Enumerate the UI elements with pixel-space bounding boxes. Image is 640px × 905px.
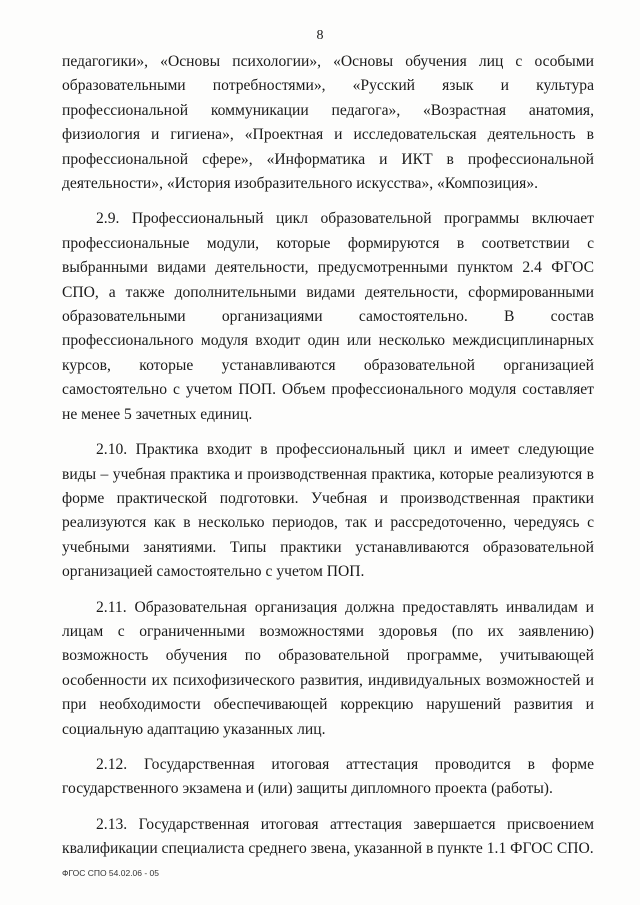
paragraph-2-12: 2.12. Государственная итоговая аттестация проводится в форме государственного экзамена и (или) защиты дипломного проекта (работы). xyxy=(62,755,594,798)
paragraph-2-11: 2.11. Образовательная организация должна предоставлять инвалидам и лицам с ограниченными возможностями здоровья (по их заявлению) возможность обучения по образовательной программе, учитывающей особенности их психофизического развития, индивидуальных возможностей и при необходимости обеспечивающей коррекцию нарушений развития и социальную адаптацию указанных лиц. xyxy=(62,598,594,738)
paragraph-2-9: 2.9. Профессиональный цикл образовательной программы включает профессиональные модули, которые формируются в соответствии с выбранными видами деятельности, предусмотренными пунктом 2.4 ФГОС СПО, а также дополнительными видами деятельности, сформированными образовательными организациями самостоятельно. В состав профессионального модуля входит один или несколько междисциплинарных курсов, которые устанавливаются образовательной организацией самостоятельно с учетом ПОП. Объем профессионального модуля составляет не менее 5 зачетных единиц. xyxy=(62,210,594,423)
document-body xyxy=(62,50,594,873)
page-number: 8 xyxy=(316,28,324,43)
paragraph-2-13: 2.13. Государственная итоговая аттестация завершается присвоением квалификации специалиста среднего звена, указанной в пункте 1.1 ФГОС СПО. xyxy=(62,815,594,858)
paragraph-2-10: 2.10. Практика входит в профессиональный цикл и имеет следующие виды – учебная практика и производственная практика, которые реализуются в форме практической подготовки. Учебная и производственная практики реализуются как в несколько периодов, так и рассредоточенно, чередуясь с учебными занятиями. Типы практики устанавливаются образовательной организацией самостоятельно с учетом ПОП. xyxy=(62,441,594,581)
paragraph-continuation: педагогики», «Основы психологии», «Основы обучения лиц с особыми образовательными потребностями», «Русский язык и культура профессиональной коммуникации педагога», «Возрастная анатомия, физиология и гигиена», «Проектная и исследовательская деятельность в профессиональной сфере», «Информатика и ИКТ в профессиональной деятельности», «История изобразительного искусства», «Композиция». xyxy=(62,53,594,193)
document-footer: ФГОС СПО 54.02.06 - 05 xyxy=(62,868,160,878)
